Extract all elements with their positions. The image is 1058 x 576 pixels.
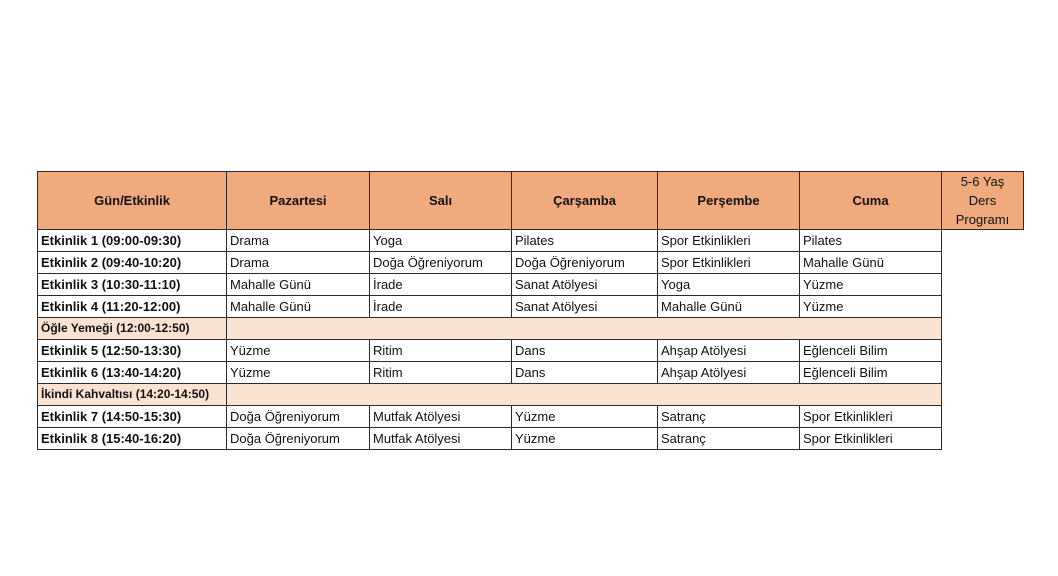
break-row (38, 384, 1024, 406)
activity-row (38, 340, 1024, 362)
cell-wednesday: Dans (512, 362, 658, 384)
cell-thursday: Mahalle Günü (658, 296, 800, 318)
cell-monday: Doğa Öğreniyorum (227, 406, 370, 428)
activity-time-label: Etkinlik 5 (12:50-13:30) (38, 340, 227, 362)
cell-tuesday: İrade (370, 274, 512, 296)
program-title-cell (942, 172, 1024, 230)
cell-wednesday: Dans (512, 340, 658, 362)
break-fill (227, 384, 942, 406)
cell-friday: Spor Etkinlikleri (800, 428, 942, 450)
activity-time-label: Etkinlik 7 (14:50-15:30) (38, 406, 227, 428)
cell-monday: Mahalle Günü (227, 296, 370, 318)
activity-time-label: Etkinlik 2 (09:40-10:20) (38, 252, 227, 274)
cell-wednesday: Yüzme (512, 428, 658, 450)
cell-thursday: Satranç (658, 406, 800, 428)
schedule-table-container (37, 171, 1023, 446)
cell-tuesday: Yoga (370, 230, 512, 252)
cell-monday: Drama (227, 230, 370, 252)
cell-thursday: Ahşap Atölyesi (658, 362, 800, 384)
break-row (38, 318, 1024, 340)
header-friday: Cuma (800, 172, 942, 230)
cell-monday: Doğa Öğreniyorum (227, 428, 370, 450)
header-thursday: Perşembe (658, 172, 800, 230)
cell-friday: Yüzme (800, 296, 942, 318)
cell-tuesday: Mutfak Atölyesi (370, 428, 512, 450)
cell-wednesday: Yüzme (512, 406, 658, 428)
cell-monday: Mahalle Günü (227, 274, 370, 296)
cell-tuesday: Mutfak Atölyesi (370, 406, 512, 428)
activity-row (38, 296, 1024, 318)
activity-time-label: Etkinlik 8 (15:40-16:20) (38, 428, 227, 450)
header-day-activity: Gün/Etkinlik (38, 172, 227, 230)
activity-row (38, 274, 1024, 296)
schedule-table (37, 171, 1024, 450)
activity-row (38, 428, 1024, 450)
activity-time-label: Etkinlik 6 (13:40-14:20) (38, 362, 227, 384)
break-label: Öğle Yemeği (12:00-12:50) (38, 318, 227, 340)
cell-wednesday: Sanat Atölyesi (512, 274, 658, 296)
cell-friday: Pilates (800, 230, 942, 252)
header-tuesday: Salı (370, 172, 512, 230)
activity-time-label: Etkinlik 3 (10:30-11:10) (38, 274, 227, 296)
cell-friday: Mahalle Günü (800, 252, 942, 274)
activity-row (38, 406, 1024, 428)
activity-time-label: Etkinlik 4 (11:20-12:00) (38, 296, 227, 318)
cell-wednesday: Pilates (512, 230, 658, 252)
cell-thursday: Ahşap Atölyesi (658, 340, 800, 362)
cell-friday: Yüzme (800, 274, 942, 296)
cell-thursday: Spor Etkinlikleri (658, 230, 800, 252)
cell-friday: Eğlenceli Bilim (800, 340, 942, 362)
break-fill (227, 318, 942, 340)
program-title-line-1: 5-6 Yaş (960, 174, 1005, 189)
cell-wednesday: Doğa Öğreniyorum (512, 252, 658, 274)
cell-monday: Drama (227, 252, 370, 274)
schedule-body (38, 230, 1024, 450)
activity-row (38, 362, 1024, 384)
header-wednesday: Çarşamba (512, 172, 658, 230)
activity-row (38, 252, 1024, 274)
cell-monday: Yüzme (227, 362, 370, 384)
cell-thursday: Satranç (658, 428, 800, 450)
cell-tuesday: Ritim (370, 340, 512, 362)
program-title-line-2: Ders (968, 193, 997, 208)
cell-friday: Eğlenceli Bilim (800, 362, 942, 384)
cell-tuesday: İrade (370, 296, 512, 318)
activity-time-label: Etkinlik 1 (09:00-09:30) (38, 230, 227, 252)
header-monday: Pazartesi (227, 172, 370, 230)
program-title-line-3: Programı (955, 212, 1010, 227)
cell-thursday: Yoga (658, 274, 800, 296)
cell-wednesday: Sanat Atölyesi (512, 296, 658, 318)
cell-friday: Spor Etkinlikleri (800, 406, 942, 428)
cell-thursday: Spor Etkinlikleri (658, 252, 800, 274)
activity-row (38, 230, 1024, 252)
header-row (38, 172, 1024, 230)
cell-tuesday: Doğa Öğreniyorum (370, 252, 512, 274)
cell-tuesday: Ritim (370, 362, 512, 384)
cell-monday: Yüzme (227, 340, 370, 362)
break-label: İkindi Kahvaltısı (14:20-14:50) (38, 384, 227, 406)
